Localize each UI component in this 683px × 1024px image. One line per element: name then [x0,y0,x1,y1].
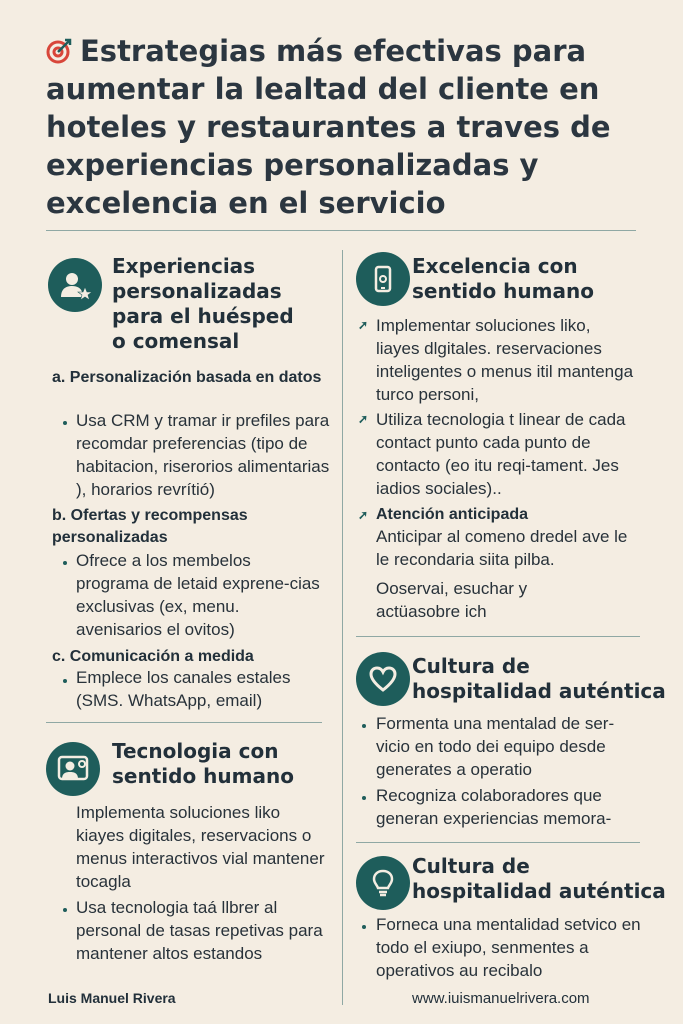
bullet-dot [362,796,366,800]
title-divider [46,230,636,231]
user-star-icon [48,258,102,312]
text-observar: Ooservai, esuchar y actüasobre ich [376,579,528,621]
text-personalizacion: Usa CRM y tramar ir prefiles para recomdar preferencias (tipo de habitacion, riserorios alimentarias ), horarios revrítió) [76,411,330,499]
target-icon [46,38,72,64]
section-title-experiencias: Experiencias personalizadas para el huésped o comensal [112,254,294,353]
footer-url: www.iuismanuelrivera.com [412,990,590,1007]
arrow-icon: ➚ [358,412,369,426]
right-divider-1 [356,636,640,637]
section-title-tecnologia: Tecnologia con sentido humano [112,739,294,788]
bullet-dot [362,925,366,929]
text-excelencia-2: Utiliza tecnologia t linear de cada contact punto cada punto de contacto (eo itu reqi-tament. Jes iadios sociales).. [376,410,626,498]
section-title-cultura-2: Cultura de hospitalidad auténtica [412,854,666,903]
subheading-personalizacion: a. Personalización basada en datos [52,369,322,386]
bullet-dot [63,561,67,565]
arrow-icon: ➚ [358,318,369,332]
text-comunicacion: Emplece los canales estales (SMS. WhatsApp, email) [76,668,291,710]
footer-author: Luis Manuel Rivera [48,990,176,1006]
page-title: Estrategias más efectivas para aumentar la lealtad del cliente en hoteles y restaurantes a traves de experiencias personalizadas y excelencia en el servicio [46,34,611,220]
text-tecnologia-bullet: Usa tecnologia taá llbrer al personal de tasas repetivas para mantener altos estandos [76,898,323,963]
subheading-ofertas: b. Ofertas y recompensas personalizadas [52,507,248,546]
text-cultura-2: Recogniza colaboradores que generan experiencias memora- [376,786,612,828]
heart-icon [356,652,410,706]
bullet-dot [362,724,366,728]
smartphone-icon [356,252,410,306]
bullet-dot [63,908,67,912]
subheading-comunicacion: c. Comunicación a medida [52,648,254,665]
text-cultura-3: Forneca una mentalidad setvico en todo el exiupo, senmentes a operativos au recibalo [376,915,641,980]
section-title-excelencia: Excelencia con sentido humano [412,254,594,303]
text-ofertas: Ofrece a los membelos programa de letaid exprene-cias exclusivas (ex, menu. avenisarios el ovitos) [76,551,320,639]
bullet-dot [63,679,67,683]
right-divider-2 [356,842,640,843]
left-divider [46,722,322,723]
subheading-atencion: Atención anticipada [376,506,529,523]
text-tecnologia: Implementa soluciones liko kiayes digitales, reservacions o menus interactivos vial mantener tocagla [76,803,325,891]
text-excelencia-1: Implementar soluciones liko, liayes dlgitales. reservaciones inteligentes o menus itil mantenga turco personi, [376,316,634,404]
lightbulb-icon [356,856,410,910]
bullet-dot [63,421,67,425]
section-title-cultura-1: Cultura de hospitalidad auténtica [412,654,666,703]
arrow-icon: ➚ [358,508,369,522]
user-gear-icon [46,742,100,796]
text-atencion: Anticipar al comeno dredel ave le le recondaria siita pilba. [376,527,628,569]
column-divider [342,250,343,1005]
text-cultura-1: Formenta una mentalad de ser-vicio en todo dei equipo desde generates a operatio [376,714,615,779]
